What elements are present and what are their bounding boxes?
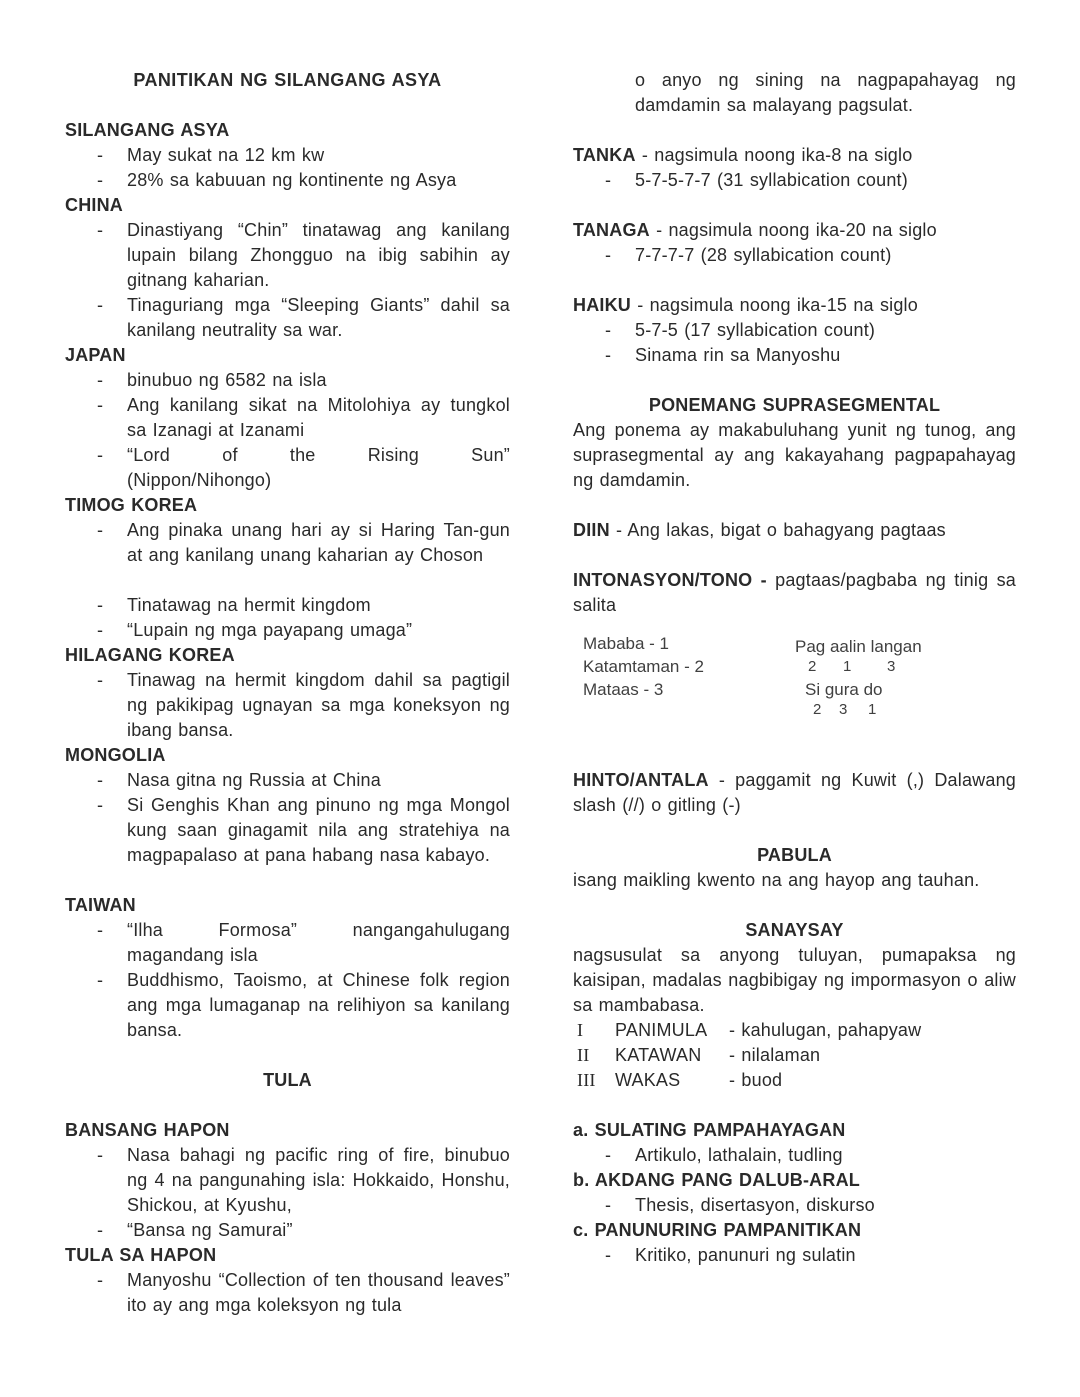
term-label: HINTO/ANTALA [573,770,709,790]
term-label: HAIKU [573,295,631,315]
tone-level-low: Mababa - 1 [583,634,669,653]
outline-label-c: c. PANUNURING PAMPANITIKAN [573,1220,862,1240]
tone-example-word: Si gura do [805,680,883,699]
bullet-item: - 5-7-5 (17 syllabication count) [573,318,1016,343]
term-definition: pagtaas/pagbaba ng tinig sa salita [573,570,1016,615]
term-entry-intonasyon [573,568,1016,618]
bullet-line: - “Lord of the Rising Sun” [127,445,510,465]
outline-label-b: b. AKDANG PANG DALUB-ARAL [573,1170,860,1190]
bullet-item: - “Ilha Formosa” nangangahulugang magandang isla [65,918,510,968]
blank-line [573,268,1016,293]
sanaysay-body: nagsusulat sa anyong tuluyan, pumapaksa ng kaisipan, madalas nagbibigay ng impormasyon o aliw sa mambabasa. [573,945,1016,1015]
bullet-item: - Ang kanilang sikat na Mitolohiya ay tungkol sa Izanagi at Izanami [65,393,510,443]
bullet-item: - “Lupain ng mga payapang umaga” [65,618,510,643]
bullet-item: - 28% sa kabuuan ng kontinente ng Asya [65,168,510,193]
tone-number: 3 [887,658,896,675]
bullet-item: - May sukat na 12 km kw [65,143,510,168]
tone-number: 2 [808,658,817,675]
roman-numeral: I [577,1020,584,1040]
term-label: TANAGA [573,220,650,240]
ponemang-body: Ang ponema ay makabuluhang yunit ng tunog, ang suprasegmental ay ang kakayahang pagpapahayag ng damdamin. [573,420,1016,490]
bullet-item [65,443,510,493]
section-heading-sanaysay: SANAYSAY [745,920,844,940]
bullet-item: - binubuo ng 6582 na isla [65,368,510,393]
bullet-item: - Tinaguriang mga “Sleeping Giants” dahil sa kanilang neutrality sa war. [65,293,510,343]
part-name: KATAWAN [615,1045,702,1065]
sanaysay-part-row [573,1018,1016,1043]
pabula-body: isang maikling kwento na ang hayop ang tauhan. [573,870,980,890]
term-entry-hinto [573,768,1016,818]
bullet-item: - Kritiko, panunuri ng sulatin [573,1243,1016,1268]
section-heading-pabula: PABULA [757,845,832,865]
bullet-item: - Dinastiyang “Chin” tinatawag ang kanilang lupain bilang Zhongguo na ibig sabihin ay gitnang kaharian. [65,218,510,293]
tone-example-word: Pag aalin langan [795,637,922,656]
blank-line [65,93,510,118]
bullet-item: - Si Genghis Khan ang pinuno ng mga Mongol kung saan ginagamit nila ang stratehiya na magpapalaso at pana habang nasa kabayo. [65,793,510,893]
blank-line [573,118,1016,143]
bullet-item: - Thesis, disertasyon, diskurso [573,1193,1016,1218]
section-heading-japan: JAPAN [65,345,126,365]
bullet-line: (Nippon/Nihongo) [127,470,272,490]
bullet-item: - Ang pinaka unang hari ay si Haring Tan-gun at ang kanilang unang kaharian ay Choson [65,518,510,593]
continuation-paragraph: o anyo ng sining na nagpapahayag ng damdamin sa malayang pagsulat. [635,70,1016,115]
section-heading-silangang-asya: SILANGANG ASYA [65,120,230,140]
bullet-item: - Nasa bahagi ng pacific ring of fire, binubuo ng 4 na pangunahing isla: Hokkaido, Honshu, Shickou, at Kyushu, [65,1143,510,1218]
blank-line [573,193,1016,218]
bullet-item: - Tinatawag na hermit kingdom [65,593,510,618]
blank-line [573,1093,1016,1118]
bullet-item: - Tinawag na hermit kingdom dahil sa pagtigil ng pakikipag ugnayan sa mga koneksyon ng ibang bansa. [65,668,510,743]
tone-example-2 [805,678,883,719]
section-heading-mongolia: MONGOLIA [65,745,166,765]
document-title: PANITIKAN NG SILANGANG ASYA [133,70,442,90]
tone-number: 1 [868,701,877,718]
bullet-item: - Manyoshu “Collection of ten thousand leaves” ito ay ang mga koleksyon ng tula [65,1268,510,1318]
section-heading-bansang-hapon: BANSANG HAPON [65,1120,230,1140]
blank-line [573,818,1016,843]
bullet-item: - Artikulo, lathalain, tudling [573,1143,1016,1168]
section-heading-tula-sa-hapon: TULA SA HAPON [65,1245,217,1265]
roman-numeral: II [577,1045,590,1065]
section-heading-hilagang-korea: HILAGANG KOREA [65,645,235,665]
term-label: INTONASYON/TONO - [573,570,767,590]
term-definition: - nagsimula noong ika-15 na siglo [637,295,918,315]
outline-label-a: a. SULATING PAMPAHAYAGAN [573,1120,846,1140]
sanaysay-part-row [573,1068,1016,1093]
blank-line [573,893,1016,918]
term-label: TANKA [573,145,636,165]
subtitle-tula: TULA [263,1070,312,1090]
section-heading-timog-korea: TIMOG KOREA [65,495,198,515]
part-name: PANIMULA [615,1020,708,1040]
blank-line [65,1043,510,1068]
tone-chart [573,632,1016,718]
tone-levels [583,632,704,701]
tone-example-numbers [795,658,922,676]
blank-line [65,1093,510,1118]
part-description: - nilalaman [729,1045,821,1065]
blank-line [573,368,1016,393]
tone-number: 2 [813,701,822,718]
term-definition: - nagsimula noong ika-20 na siglo [656,220,937,240]
left-column [65,68,510,1318]
blank-line [573,543,1016,568]
bullet-item: - Buddhismo, Taoismo, at Chinese folk region ang mga lumaganap na relihiyon sa kanilang bansa. [65,968,510,1043]
section-heading-china: CHINA [65,195,123,215]
part-description: - kahulugan, pahapyaw [729,1020,922,1040]
term-entry-tanka [573,143,1016,168]
term-definition: - Ang lakas, bigat o bahagyang pagtaas [616,520,946,540]
sanaysay-part-row [573,1043,1016,1068]
term-entry-diin [573,518,1016,543]
part-description: - buod [729,1070,783,1090]
tone-example-numbers [805,701,883,719]
bullet-item: - “Bansa ng Samurai” [65,1218,510,1243]
tone-number: 3 [839,701,848,718]
roman-numeral: III [577,1070,596,1090]
bullet-item: - Nasa gitna ng Russia at China [65,768,510,793]
term-definition: - paggamit ng Kuwit (,) Dalawang slash (//) o gitling (-) [573,770,1016,815]
term-definition: - nagsimula noong ika-8 na siglo [641,145,913,165]
section-heading-taiwan: TAIWAN [65,895,136,915]
tone-number: 1 [843,658,852,675]
bullet-item: - 5-7-5-7-7 (31 syllabication count) [573,168,1016,193]
section-heading-ponemang-suprasegmental: PONEMANG SUPRASEGMENTAL [648,395,941,415]
tone-level-mid: Katamtaman - 2 [583,657,704,676]
blank-line [573,493,1016,518]
bullet-item: - Sinama rin sa Manyoshu [573,343,1016,368]
part-name: WAKAS [615,1070,681,1090]
term-label: DIIN [573,520,610,540]
term-entry-tanaga [573,218,1016,243]
right-column [573,68,1016,1268]
tone-level-high: Mataas - 3 [583,680,664,699]
tone-example-1 [795,635,922,676]
bullet-item: - 7-7-7-7 (28 syllabication count) [573,243,1016,268]
term-entry-haiku [573,293,1016,318]
